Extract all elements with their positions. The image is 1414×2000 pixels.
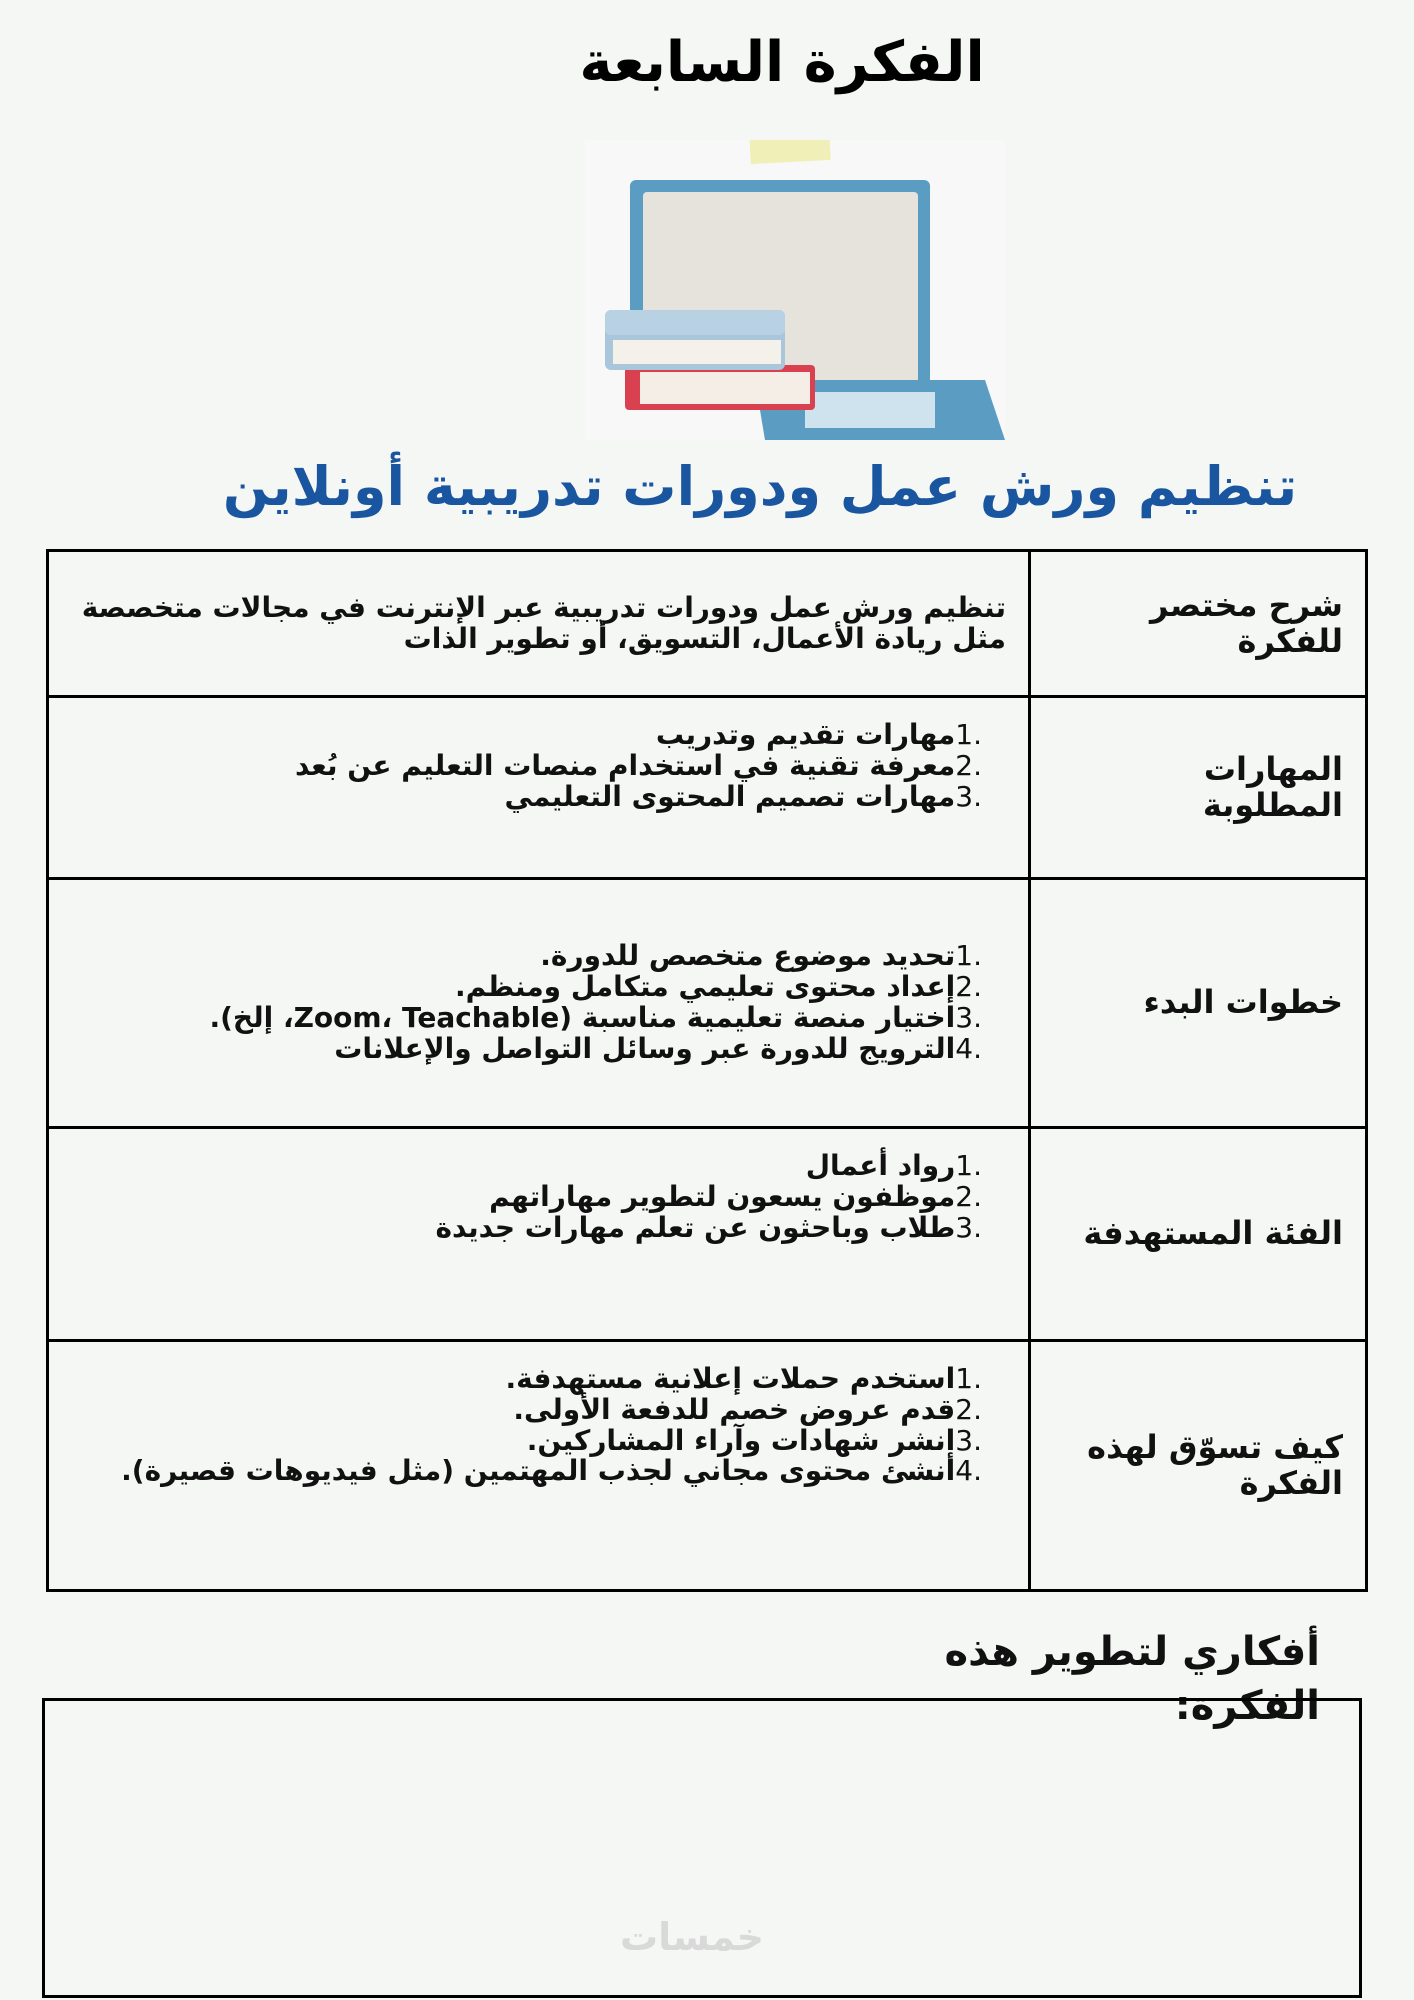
idea-subtitle: تنظيم ورش عمل ودورات تدريبية أونلاين (222, 455, 1298, 518)
list-item: .3طلاب وباحثون عن تعلم مهارات جديدة (435, 1210, 982, 1244)
row-content (48, 879, 1030, 1128)
list-item: .4أنشئ محتوى مجاني لجذب المهتمين (مثل فيديوهات قصيرة). (121, 1454, 982, 1488)
watermark: خمسات (620, 1915, 764, 1959)
table-row-summary (48, 551, 1367, 697)
idea-table (46, 549, 1368, 1592)
laptop-with-books-icon (585, 140, 1005, 440)
row-content: تنظيم ورش عمل ودورات تدريبية عبر الإنترنت في مجالات متخصصة مثل ريادة الأعمال، التسويق، أو تطوير الذات (48, 551, 1030, 697)
list-item: .1مهارات تقديم وتدريب (655, 718, 982, 751)
list-item: .2موظفون يسعون لتطوير مهاراتهم (489, 1179, 982, 1213)
list-item: .2إعداد محتوى تعليمي متكامل ومنظم. (455, 970, 982, 1004)
row-label: الفئة المستهدفة (1030, 1128, 1367, 1341)
list-item: .3مهارات تصميم المحتوى التعليمي (504, 779, 982, 813)
row-content (48, 1341, 1030, 1591)
row-content (48, 697, 1030, 879)
page-title: الفكرة السابعة (579, 30, 985, 95)
list-item: .3اختيار منصة تعليمية مناسبة (Zoom، Teachable، إلخ). (209, 1001, 982, 1034)
table-row-audience (48, 1128, 1367, 1341)
list-item: .1رواد أعمال (805, 1149, 982, 1182)
notes-title: أفكاري لتطوير هذه الفكرة: (944, 1629, 1320, 1729)
row-label: شرح مختصر للفكرة (1030, 551, 1367, 697)
table-row-marketing (48, 1341, 1367, 1591)
list-item: .1تحديد موضوع متخصص للدورة. (540, 939, 982, 973)
list-item: .1استخدم حملات إعلانية مستهدفة. (505, 1362, 982, 1395)
row-label: المهارات المطلوبة (1030, 697, 1367, 879)
marketing-list (69, 1364, 982, 1487)
row-content (48, 1128, 1030, 1341)
table-row-steps (48, 879, 1367, 1128)
table-row-skills (48, 697, 1367, 879)
list-item: .4الترويج للدورة عبر وسائل التواصل والإعلانات (334, 1031, 982, 1065)
list-item: .2معرفة تقنية في استخدام منصات التعليم عن بُعد (294, 748, 982, 782)
list-item: .3انشر شهادات وآراء المشاركين. (526, 1423, 982, 1457)
row-label: خطوات البدء (1030, 879, 1367, 1128)
row-label: كيف تسوّق لهذه الفكرة (1030, 1341, 1367, 1591)
audience-list (69, 1151, 982, 1243)
skills-list (69, 720, 982, 812)
list-item: .2قدم عروض خصم للدفعة الأولى. (513, 1392, 982, 1426)
steps-list (69, 941, 982, 1064)
